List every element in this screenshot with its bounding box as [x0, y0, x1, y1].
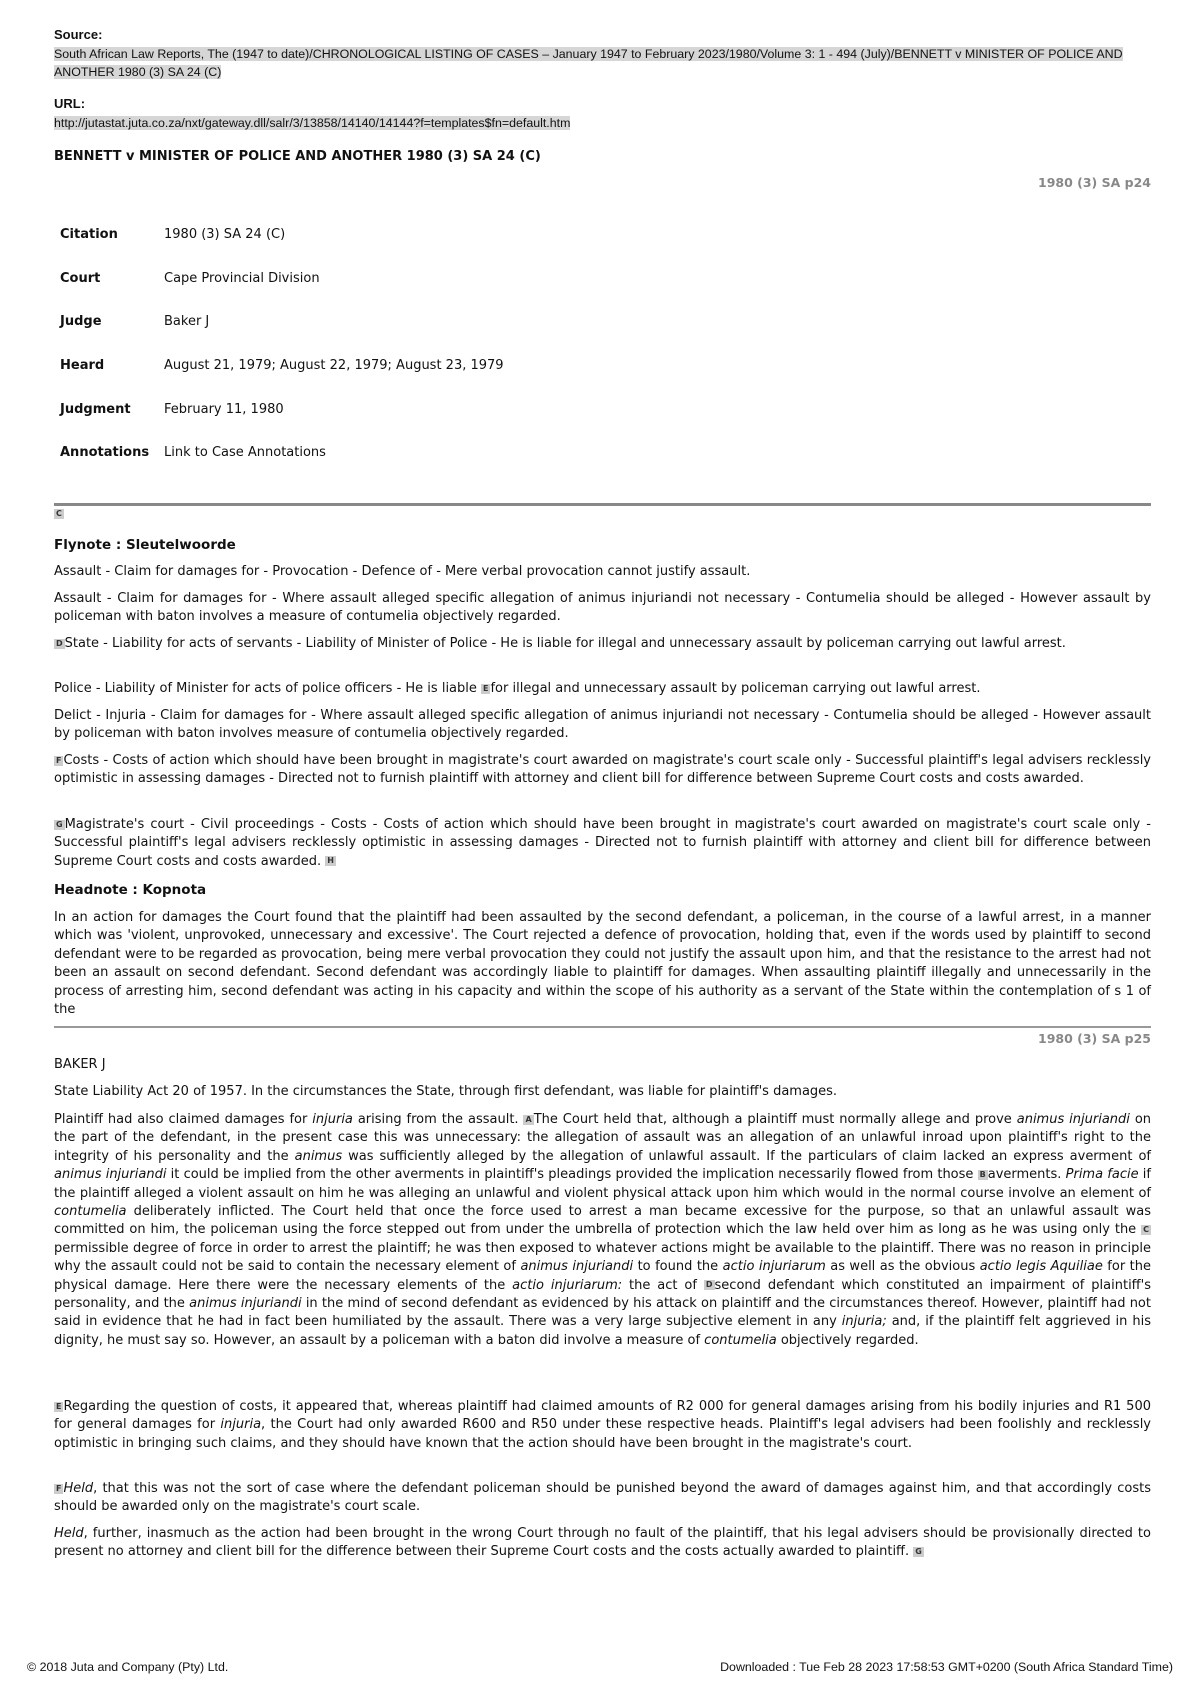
italic-term: injuria [312, 1112, 353, 1127]
flynote-paragraph: Assault - Claim for damages for - Provocation - Defence of - Mere verbal provocation cannot justify assault. [54, 564, 751, 579]
italic-term: animus [294, 1148, 343, 1164]
flynote-heading: Flynote : Sleutelwoorde [54, 537, 236, 553]
meta-value: February 11, 1980 [164, 401, 284, 417]
meta-value: Cape Provincial Division [164, 270, 320, 286]
meta-row [60, 344, 504, 388]
margin-letter-marker: E [483, 683, 489, 693]
italic-term: contumelia [54, 1204, 127, 1220]
margin-letter-marker: G [56, 819, 63, 829]
meta-value: 1980 (3) SA 24 (C) [164, 227, 286, 243]
paragraph-text: deliberately inflicted. The Court held that once the force used to arrest a man became excessive for the purpose, so that an unlawful assault was committed on him, the policeman using the force stepped out from under the umbrella of protection which the law held over him as long as he was using only the [54, 1204, 1151, 1238]
italic-term: actio legis Aquiliae [979, 1259, 1103, 1275]
margin-letter-marker: B [979, 1169, 986, 1179]
paragraph-text: permissible degree of force in order to arrest the plaintiff; he was then exposed to whatever actions might be available to the plaintiff. There was no reason in principle why the assault could not be said to contain the necessary element of [54, 1240, 1151, 1275]
case-title: BENNETT v MINISTER OF POLICE AND ANOTHER 1980 (3) SA 24 (C) [54, 149, 541, 164]
paragraph-text: in the mind of second defendant as evidenced by his attack on plaintiff and the circumstances thereof. However, plaintiff had not said in evidence that he had in fact been humiliated by the assault. There was a very large subjective element in any [54, 1296, 1151, 1330]
page-reference: 1980 (3) SA p25 [1038, 1031, 1151, 1046]
holding-paragraph [54, 1480, 1151, 1517]
headnote-paragraph [54, 1111, 1151, 1350]
italic-term: animus injuriandi [1016, 1112, 1130, 1127]
italic-term: animus injuriandi [189, 1296, 302, 1312]
italic-term: animus injuriandi [520, 1259, 634, 1275]
flynote-paragraph [54, 816, 1151, 871]
meta-row [60, 431, 504, 475]
paragraph-text: as well as the obvious [825, 1259, 980, 1275]
paragraph-text: for illegal and unnecessary assault by policeman carrying out lawful arrest. [490, 681, 981, 696]
meta-row [60, 213, 504, 257]
meta-row [60, 300, 504, 344]
paragraph-text: , the Court had only awarded R600 and R50 under these respective heads. Plaintiff's legal advisers had been foolishly and recklessly optimistic in bringing such claims, and they should have known that the action should have been brought in the magistrate's court. [54, 1417, 1152, 1451]
paragraph-text: to found the [633, 1259, 723, 1275]
margin-letter-marker: D [56, 638, 63, 648]
flynote-paragraph: Delict - Injuria - Claim for damages for - Where assault alleged specific allegation of animus injuriandi not necessary - Contumelia should be alleged - However assault by policeman with baton involves measure of contumelia objectively regarded. [54, 708, 1151, 742]
headnote-paragraph: State Liability Act 20 of 1957. In the circumstances the State, through first defendant, was liable for plaintiff's damages. [54, 1084, 838, 1099]
margin-letter-marker: F [56, 755, 62, 765]
source-text [54, 45, 1151, 81]
italic-term: animus injuriandi [54, 1167, 167, 1183]
paragraph-text: Magistrate's court - Civil proceedings - Costs - Costs of action which should have been brought in magistrate's court awarded on magistrate's court scale only - Successful plaintiff's legal advisers recklessly optimistic in assessing damages - Directed not to furnish plaintiff with attorney and client bill for difference between Supreme Court costs and costs awarded. [54, 817, 1151, 869]
paragraph-text: Regarding the question of costs, it appeared that, whereas plaintiff had claimed amounts of R2 000 for general damages arising from his bodily injuries and R1 500 for general damages for [54, 1399, 1151, 1433]
italic-term: Held [63, 1481, 94, 1496]
italic-term: Prima facie [1065, 1167, 1139, 1183]
meta-row [60, 387, 504, 431]
url-label: URL: [54, 96, 86, 111]
url-link[interactable]: http://jutastat.juta.co.za/nxt/gateway.dll/salr/3/13858/14140/14144?f=templates$fn=default.htm [54, 116, 571, 130]
paragraph-text: the act of [622, 1277, 704, 1293]
meta-key: Judgment [60, 401, 131, 417]
source-path[interactable]: South African Law Reports, The (1947 to date)/CHRONOLOGICAL LISTING OF CASES – January 1947 to February 2023/1980/Volume 3: 1 - 494 (July)/BENNETT v MINISTER OF POLICE AND ANOTHER 1980 (3) SA 24 (C) [54, 47, 1123, 79]
italic-term: contumelia [704, 1332, 777, 1348]
paragraph-text: , that this was not the sort of case where the defendant policeman should be punished beyond the award of damages against him, and that accordingly costs should be awarded only on the magistrate's court scale. [54, 1481, 1151, 1515]
paragraph-text: on the part of the defendant, in the present case this was unnecessary: the allegation of assault was an allegation of an unlawful inroad upon plaintiff's right to the integrity of his personality and the [54, 1112, 1152, 1164]
paragraph-text: State - Liability for acts of servants - Liability of Minister of Police - He is liable for illegal and unnecessary assault by policeman carrying out lawful arrest. [64, 636, 1066, 651]
paragraph-text: , further, inasmuch as the action had been brought in the wrong Court through no fault of the plaintiff, that his legal advisers should be provisionally directed to present no attorney and client bill for the difference between their Supreme Court costs and the costs actually awarded to plaintiff. [54, 1526, 1151, 1560]
source-label: Source: [54, 27, 103, 42]
meta-value: August 21, 1979; August 22, 1979; August 23, 1979 [164, 358, 504, 374]
margin-letter-marker: D [705, 1280, 713, 1290]
holding-paragraph [54, 1525, 1151, 1562]
paragraph-text: Police - Liability of Minister for acts of police officers - He is liable [54, 681, 482, 696]
footer-copyright: © 2018 Juta and Company (Pty) Ltd. [27, 1660, 229, 1674]
meta-key: Citation [60, 227, 118, 243]
paragraph-text: and, if the plaintiff felt aggrieved in his dignity, he must say so. However, an assault by a policeman with a baton did involve a measure of [54, 1314, 1151, 1348]
flynote-paragraph [54, 752, 1151, 789]
headnote-paragraph [54, 1398, 1151, 1453]
italic-term: injuria; [841, 1314, 887, 1330]
meta-key: Court [60, 270, 101, 286]
paragraph-text: objectively regarded. [776, 1332, 919, 1348]
paragraph-text: arising from the assault. [352, 1112, 524, 1127]
italic-term: injuria [220, 1417, 262, 1433]
paragraph-text: Plaintiff had also claimed damages for [54, 1112, 313, 1127]
judge-name: BAKER J [54, 1057, 106, 1072]
italic-term: actio injuriarum: [512, 1277, 623, 1293]
paragraph-text: for the physical damage. Here there were the necessary elements of the [54, 1259, 1151, 1293]
margin-letter-marker: C [1143, 1224, 1149, 1234]
headnote-paragraph: In an action for damages the Court found that the plaintiff had been assaulted by the second defendant, a policeman, in the course of a lawful arrest, in a manner which was 'violent, unprovoked, unnecessary and excessive'. The Court rejected a defence of provocation, holding that, even if the words used by plaintiff to second defendant were to be regarded as provocation, being mere verbal provocation they could not justify the assault upon him, and that the resistance to the arrest had not been an assault on second defendant. Second defendant was accordingly liable to plaintiff for damages. When assaulting plaintiff illegally and unnecessarily in the process of arresting him, second defendant was acting in his capacity and within the scope of his authority as a servant of the State within the contemplation of s 1 of the [54, 910, 1151, 1018]
meta-row [60, 257, 504, 301]
section-divider [54, 503, 1151, 506]
headnote-heading: Headnote : Kopnota [54, 882, 207, 898]
paragraph-text: if the plaintiff alleged a violent assault on him he was alleging an unlawful and violent physical attack upon him which would in the normal course involve an element of [54, 1167, 1151, 1201]
paragraph-text: it could be implied from the other averments in plaintiff's pleadings provided the implication necessarily flowed from those [166, 1167, 978, 1183]
italic-term: actio injuriarum [722, 1259, 826, 1275]
meta-key: Annotations [60, 445, 150, 461]
flynote-paragraph [54, 680, 1151, 698]
annotations-link[interactable]: Link to Case Annotations [164, 445, 326, 461]
page-break-divider [54, 1026, 1151, 1028]
paragraph-text: The Court held that, although a plaintiff must normally allege and prove [533, 1112, 1017, 1127]
margin-letter-marker: C [56, 509, 62, 518]
paragraph-text: averments. [987, 1167, 1066, 1183]
footer-download-info: Downloaded : Tue Feb 28 2023 17:58:53 GMT+0200 (South Africa Standard Time) [720, 1660, 1173, 1674]
margin-letter-marker: A [525, 1114, 532, 1124]
paragraph-text: was sufficiently alleged by the allegation of unlawful assault. If the particulars of claim lacked an express averment of [342, 1148, 1151, 1164]
margin-letter-marker: F [56, 1483, 62, 1493]
margin-letter-marker: H [327, 856, 334, 866]
margin-letter-marker: E [56, 1401, 62, 1411]
paragraph-text: Costs - Costs of action which should have been brought in magistrate's court awarded on magistrate's court scale only - Successful plaintiff's legal advisers recklessly optimistic in assessing damages - Directed not to furnish plaintiff with attorney and client bill for difference between Supreme Court costs and costs awarded. [54, 753, 1151, 787]
case-metadata-table [60, 213, 504, 475]
italic-term: Held [54, 1526, 84, 1541]
url-text [54, 114, 570, 132]
paragraph-text: second defendant which constituted an impairment of plaintiff's personality, and the [54, 1277, 1151, 1312]
flynote-paragraph: Assault - Claim for damages for - Where assault alleged specific allegation of animus injuriandi not necessary - Contumelia should be alleged - However assault by policeman with baton involves a measure of contumelia objectively regarded. [54, 591, 1151, 625]
page-reference: 1980 (3) SA p24 [1038, 175, 1151, 190]
meta-value: Baker J [164, 314, 210, 330]
meta-key: Judge [60, 314, 102, 330]
margin-letter-marker: G [915, 1546, 922, 1556]
meta-key: Heard [60, 358, 105, 374]
flynote-paragraph [54, 635, 1151, 653]
